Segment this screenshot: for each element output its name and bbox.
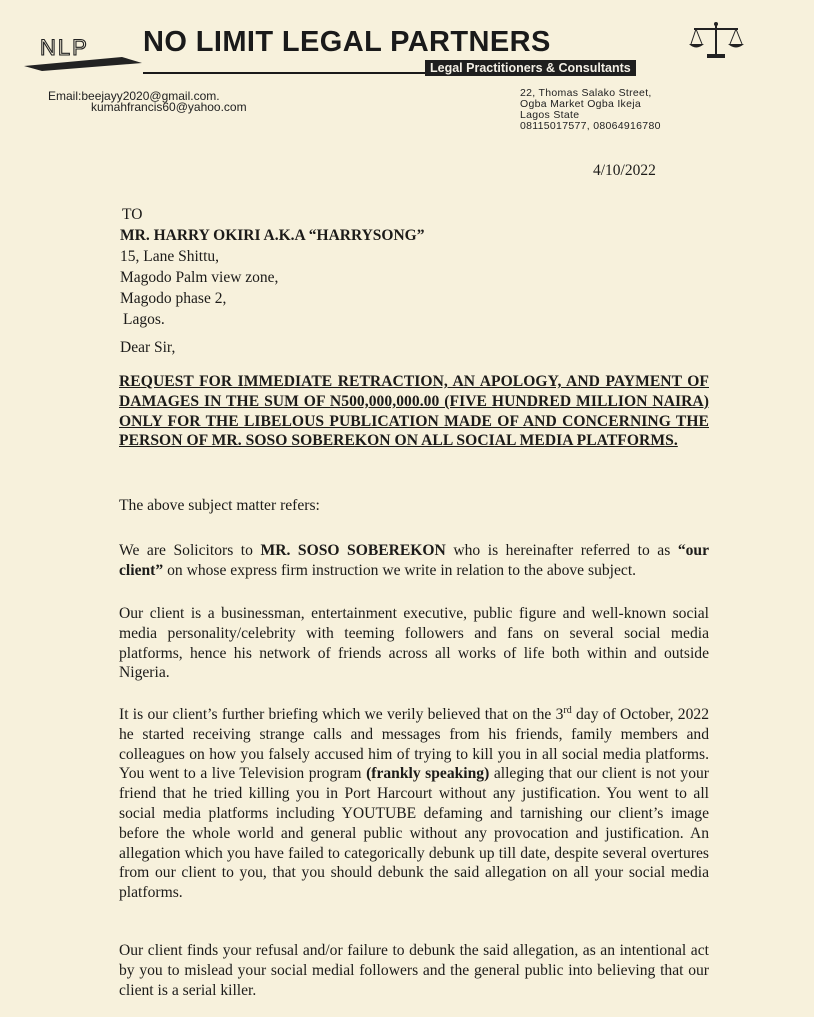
address-line: Ogba Market Ogba Ikeja	[520, 98, 641, 110]
address-line: 08115017577, 08064916780	[520, 120, 661, 132]
recipient-address	[120, 204, 424, 330]
logo-text: NLP	[40, 35, 89, 60]
address-line: 22, Thomas Salako Street,	[520, 87, 652, 99]
text-run: who is hereinafter referred to as	[445, 542, 678, 559]
address-line: Lagos State	[520, 109, 580, 121]
text-run: It is our client’s further briefing which we verily believed that on the 3	[119, 706, 564, 723]
paragraph-briefing	[119, 705, 709, 903]
program-name: (frankly speaking)	[366, 765, 490, 783]
firm-emails	[48, 91, 247, 113]
firm-tagline: Legal Practitioners & Consultants	[425, 60, 636, 76]
salutation: Dear Sir,	[120, 339, 176, 356]
firm-address	[520, 88, 661, 132]
intro-paragraph: The above subject matter refers:	[119, 497, 320, 514]
paragraph-solicitors	[119, 541, 709, 581]
recipient-line: Magodo Palm view zone,	[120, 269, 279, 286]
text-run: alleging that our client is not your friend that he tried killing you in Port Harcourt without any justification. You went to all social media platforms including YOUTUBE defaming and tarnishing our client’s image before the whole world and general public without any provocation and justification. An allegation which you have failed to categorically debunk up till date, despite several overtures from our client to you, that you should debunk the said allegation on all your social media platforms.	[119, 765, 709, 902]
recipient-to: TO	[122, 206, 143, 223]
client-name: MR. SOSO SOBEREKON	[260, 542, 446, 559]
recipient-line: Magodo phase 2,	[120, 290, 227, 307]
recipient-line: 15, Lane Shittu,	[120, 248, 220, 265]
text-run: on whose express firm instruction we write in relation to the above subject.	[163, 561, 637, 579]
email-line-2: kumahfrancis60@yahoo.com	[91, 100, 247, 114]
email-line-1: Email:beejayy2020@gmail.com.	[48, 89, 220, 103]
scales-of-justice-icon	[688, 20, 744, 60]
paragraph-refusal: Our client finds your refusal and/or failure to debunk the said allegation, as an intentional act by you to mislead your social medial followers and the general public into believing that our client is a serial killer.	[119, 942, 709, 999]
recipient-line: Lagos.	[123, 311, 165, 328]
text-run: day of October, 2022 he started receiving strange calls and messages from his friends, family members and colleagues on how you falsely accused him of trying to kill you in all social media platforms. You went to a live Television program	[119, 706, 709, 783]
letterhead-rule	[143, 72, 425, 74]
client-label: “our client”	[119, 542, 709, 579]
paragraph-client-profile: Our client is a businessman, entertainment executive, public figure and well-known social media personality/celebrity with teeming followers and fans on several social media platforms, hence his network of friends across all works of life both within and outside Nigeria.	[119, 605, 709, 682]
nlp-logo	[22, 33, 142, 75]
ordinal-suffix: rd	[563, 704, 572, 716]
subject-heading: REQUEST FOR IMMEDIATE RETRACTION, AN APOLOGY, AND PAYMENT OF DAMAGES IN THE SUM OF N500,000,000.00 (FIVE HUNDRED MILLION NAIRA) ONLY FOR THE LIBELOUS PUBLICATION MADE OF AND CONCERNING THE PERSON OF MR. SOSO SOBEREKON ON ALL SOCIAL MEDIA PLATFORMS.	[119, 373, 709, 450]
recipient-name: MR. HARRY OKIRI A.K.A “HARRYSONG”	[120, 227, 425, 244]
text-run: We are Solicitors to	[119, 542, 261, 559]
firm-name: NO LIMIT LEGAL PARTNERS	[143, 26, 551, 58]
letter-date: 4/10/2022	[593, 162, 656, 179]
